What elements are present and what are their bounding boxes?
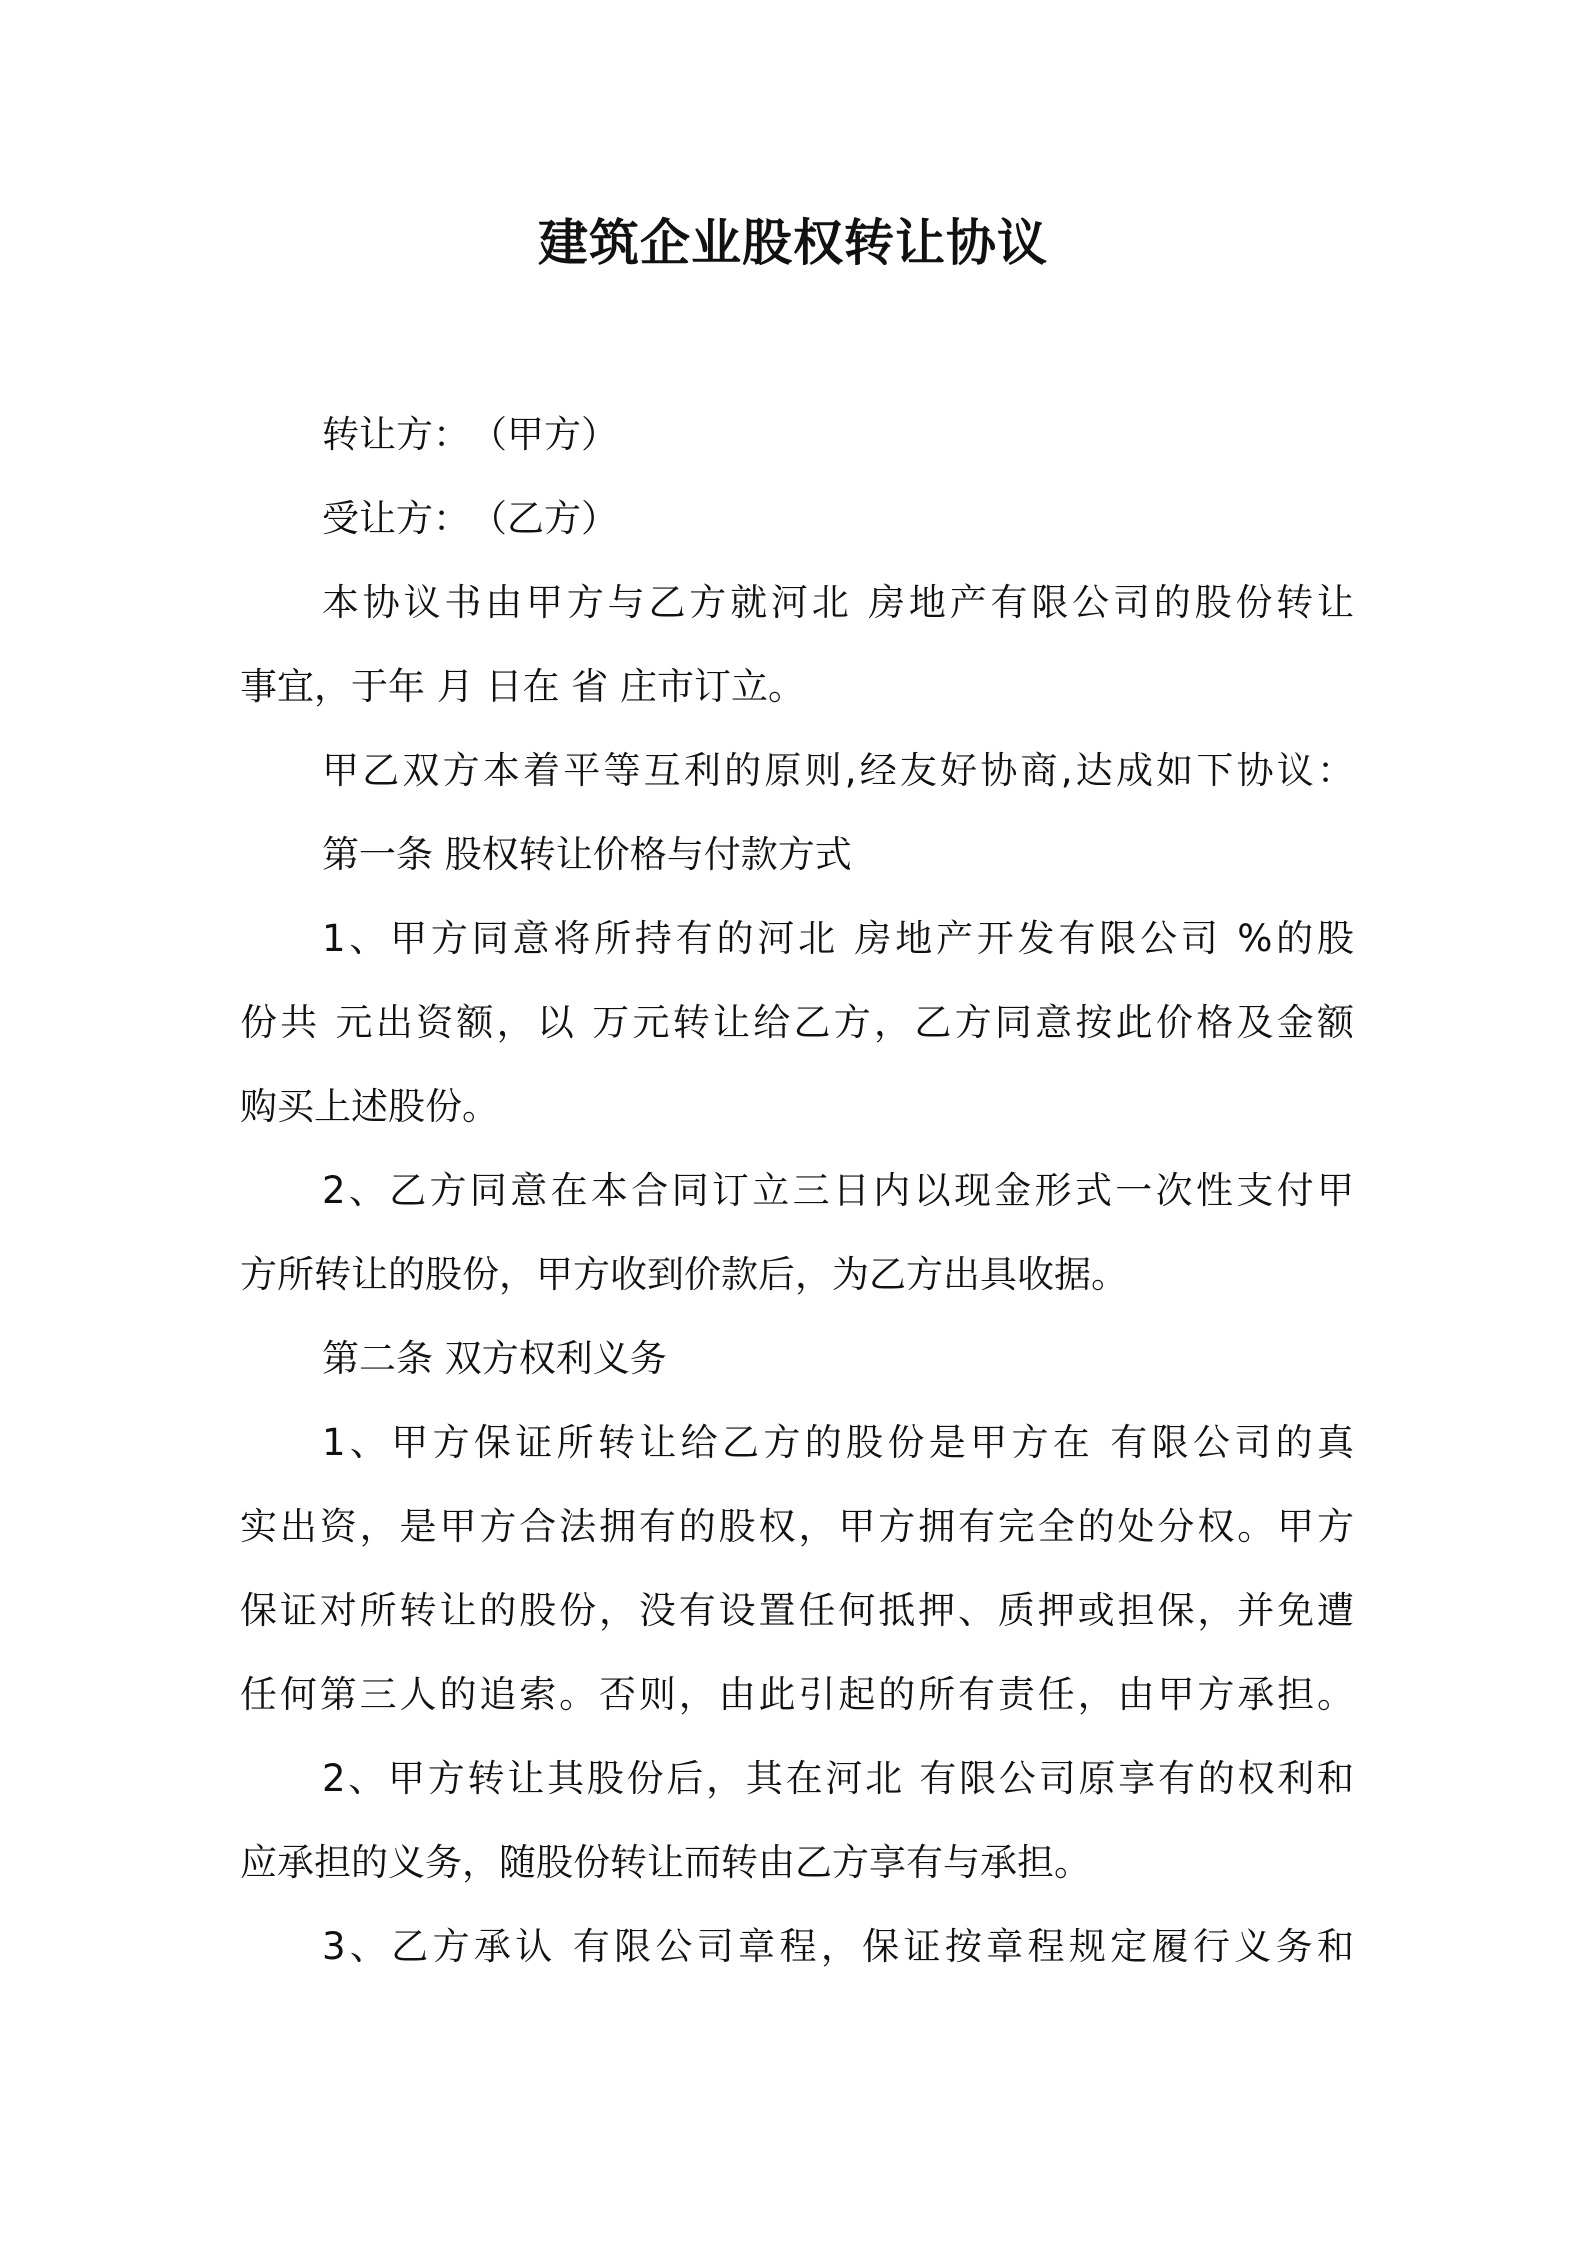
article-1-clause-1-line-3: 购买上述股份。 — [240, 1085, 499, 1128]
article-2-clause-3-line-1: 3、乙方承认 有限公司章程，保证按章程规定履行义务和 — [322, 1925, 1354, 1968]
article-2-clause-1-line-2: 实出资，是甲方合法拥有的股权，甲方拥有完全的处分权。甲方 — [240, 1505, 1354, 1548]
article-1-heading: 第一条 股权转让价格与付款方式 — [322, 833, 852, 876]
agreement-intro: 甲乙双方本着平等互利的原则,经友好协商,达成如下协议： — [322, 749, 1354, 792]
document-title: 建筑企业股权转让协议 — [538, 214, 1048, 272]
article-1-clause-1-line-1: 1、甲方同意将所持有的河北 房地产开发有限公司 %的股 — [322, 917, 1354, 960]
article-1-clause-2-line-2: 方所转让的股份，甲方收到价款后，为乙方出具收据。 — [240, 1253, 1128, 1296]
preamble-line-1: 本协议书由甲方与乙方就河北 房地产有限公司的股份转让 — [322, 581, 1354, 624]
article-2-clause-1-line-1: 1、甲方保证所转让给乙方的股份是甲方在 有限公司的真 — [322, 1421, 1354, 1464]
article-2-clause-2-line-2: 应承担的义务，随股份转让而转由乙方享有与承担。 — [240, 1841, 1091, 1884]
article-2-clause-1-line-3: 保证对所转让的股份，没有设置任何抵押、质押或担保，并免遭 — [240, 1589, 1354, 1632]
transferee-line: 受让方： （乙方） — [322, 497, 618, 540]
preamble-line-2: 事宜，于年 月 日在 省 庄市订立。 — [240, 665, 806, 708]
article-2-heading: 第二条 双方权利义务 — [322, 1337, 667, 1380]
article-1-clause-2-line-1: 2、乙方同意在本合同订立三日内以现金形式一次性支付甲 — [322, 1169, 1354, 1212]
article-2-clause-1-line-4: 任何第三人的追索。否则，由此引起的所有责任，由甲方承担。 — [240, 1673, 1354, 1716]
article-2-clause-2-line-1: 2、甲方转让其股份后，其在河北 有限公司原享有的权利和 — [322, 1757, 1354, 1800]
article-1-clause-1-line-2: 份共 元出资额，以 万元转让给乙方，乙方同意按此价格及金额 — [240, 1001, 1354, 1044]
transferor-line: 转让方： （甲方） — [322, 413, 618, 456]
